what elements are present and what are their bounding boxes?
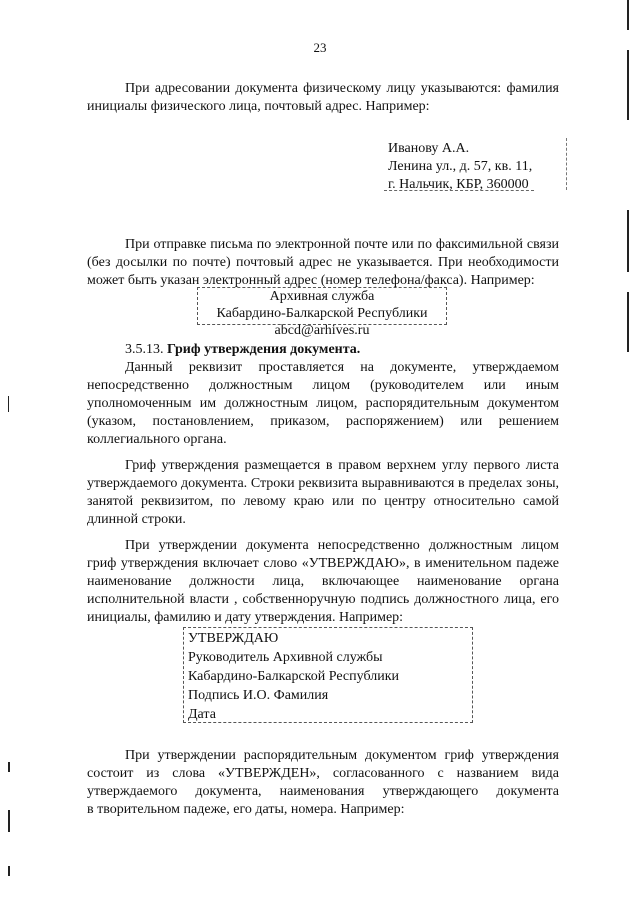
para1-line2: инициалы физического лица, почтовый адрес. Например: [87, 99, 430, 114]
approval-line1: УТВЕРЖДАЮ [188, 631, 279, 646]
section-number: 3.5.13. [125, 342, 164, 357]
approval-line5: Дата [188, 707, 216, 722]
address-line2: Ленина ул., д. 57, кв. 11, [388, 159, 533, 174]
para4-line3: занятой реквизитом, по левому краю или по центру относительно самой [87, 494, 559, 509]
section-heading [125, 341, 360, 358]
para3-line5: коллегиального органа. [87, 432, 227, 447]
para6-line4: в творительном падеже, его даты, номера. Например: [87, 802, 405, 817]
approval-line2: Руководитель Архивной службы [188, 650, 383, 665]
scan-mark-right-2 [627, 50, 629, 120]
para5-line1: При утверждении документа непосредственно должностным лицом [125, 538, 559, 553]
address-line1: Иванову А.А. [388, 141, 470, 156]
para5-line4: исполнительной власти , собственноручную подпись должностного лица, его [87, 592, 559, 607]
para2-line1: При отправке письма по электронной почте или по факсимильной связи [125, 237, 559, 252]
approval-line4: Подпись И.О. Фамилия [188, 688, 329, 703]
scan-mark-right-3 [627, 210, 629, 272]
scan-mark-left-3 [8, 810, 10, 832]
scan-mark-left-1 [8, 396, 9, 412]
para3-line3: уполномоченным им должностным лицом, распорядительным документом [87, 396, 559, 411]
scan-mark-right-4 [627, 292, 629, 352]
section-title: Гриф утверждения документа. [167, 342, 361, 357]
page-number: 23 [313, 40, 327, 55]
para4-line4: длинной строки. [87, 512, 186, 527]
para1-line1: При адресовании документа физическому лицу указываются: фамилия [125, 81, 559, 96]
para5-line3: наименование должности лица, включающее наименование органа [87, 574, 559, 589]
para3-line4: (указом, постановлением, приказом, распоряжением) или решением [87, 414, 559, 429]
para2-line3: может быть указан электронный адрес (номер телефона/факса). Например: [87, 273, 535, 288]
email-line1: Архивная служба [269, 289, 375, 304]
scan-mark-left-4 [8, 866, 10, 876]
para6-line1: При утверждении распорядительным документом гриф утверждения [125, 748, 559, 763]
para6-line2: состоит из слова «УТВЕРЖДЕН», согласованного с названием вида [87, 766, 559, 781]
scan-mark-left-2 [8, 762, 10, 772]
para3-line2: непосредственно должностным лицом (руководителем или иным [87, 378, 559, 393]
para5-line5: инициалы, фамилию и дату утверждения. Например: [87, 610, 404, 625]
email-line2: Кабардино-Балкарской Республики [216, 306, 428, 321]
scan-mark-right-1 [627, 0, 629, 30]
para5-line2: гриф утверждения включает слово «УТВЕРЖДАЮ», в именительном падеже [87, 556, 559, 571]
para2-line2: (без досылки по почте) почтовый адрес не указывается. При необходимости [87, 255, 559, 270]
address-underline [384, 190, 534, 191]
para3-line1: Данный реквизит проставляется на документе, утверждаемом [125, 360, 559, 375]
address-line3: г. Нальчик, КБР, 360000 [388, 177, 529, 192]
address-side-border [566, 138, 567, 190]
email-line3: abcd@arhives.ru [274, 323, 370, 338]
approval-line3: Кабардино-Балкарской Республики [188, 669, 399, 684]
para4-line1: Гриф утверждения размещается в правом верхнем углу первого листа [125, 458, 559, 473]
para4-line2: утверждаемого документа. Строки реквизита выравниваются в пределах зоны, [87, 476, 559, 491]
para6-line3: утверждаемого документа, наименования утверждающего документа [87, 784, 559, 799]
